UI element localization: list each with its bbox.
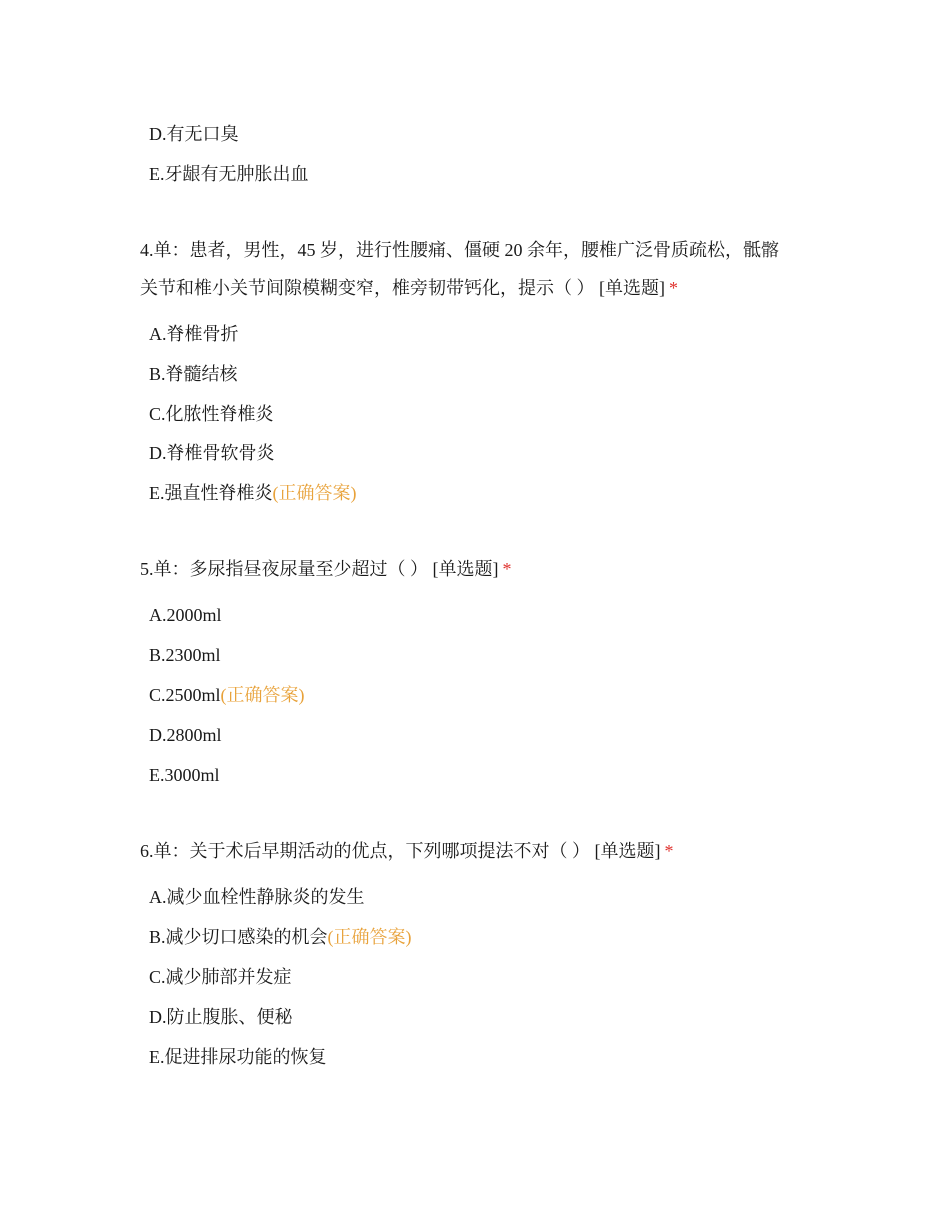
question-5-option-e bbox=[149, 763, 220, 787]
option-text: C.减少肺部并发症 bbox=[149, 967, 292, 987]
correct-answer-tag: (正确答案) bbox=[272, 483, 357, 503]
option-text: D.2800ml bbox=[149, 725, 222, 745]
question-6-option-b bbox=[149, 925, 412, 949]
option-item bbox=[149, 162, 309, 186]
question-5-option-a bbox=[149, 603, 222, 627]
question-6-option-c bbox=[149, 965, 292, 989]
question-6-option-e bbox=[149, 1045, 327, 1069]
question-4-option-c bbox=[149, 402, 274, 426]
question-5-line-1-text: 5.单：多尿指昼夜尿量至少超过（ ） [单选题] bbox=[140, 559, 499, 579]
option-text: D.防止腹胀、便秘 bbox=[149, 1007, 293, 1027]
question-6-line-1-text: 6.单：关于术后早期活动的优点，下列哪项提法不对（ ） [单选题] bbox=[140, 841, 661, 861]
question-4-stem bbox=[140, 231, 820, 307]
option-text: B.2300ml bbox=[149, 645, 221, 665]
option-text: C.2500ml bbox=[149, 685, 221, 705]
option-text: B.减少切口感染的机会 bbox=[149, 927, 328, 947]
question-5-option-b bbox=[149, 643, 221, 667]
question-6-option-a bbox=[149, 885, 365, 909]
question-4-option-d bbox=[149, 441, 275, 465]
question-4-option-a bbox=[149, 322, 239, 346]
required-mark: * bbox=[502, 559, 512, 579]
option-text: D.脊椎骨软骨炎 bbox=[149, 443, 275, 463]
option-item bbox=[149, 122, 239, 146]
required-mark: * bbox=[669, 278, 678, 298]
question-4-option-e bbox=[149, 481, 357, 505]
option-text: A.2000ml bbox=[149, 605, 222, 625]
question-4-line-2 bbox=[140, 269, 820, 307]
question-5-line-1 bbox=[140, 550, 820, 588]
question-5-option-c bbox=[149, 683, 305, 707]
question-6-option-d bbox=[149, 1005, 293, 1029]
option-text: C.化脓性脊椎炎 bbox=[149, 404, 274, 424]
question-4-line-2-text: 关节和椎小关节间隙模糊变窄，椎旁韧带钙化，提示（ ） [单选题] bbox=[140, 278, 665, 298]
option-text: A.减少血栓性静脉炎的发生 bbox=[149, 887, 365, 907]
required-mark: * bbox=[664, 841, 674, 861]
correct-answer-tag: (正确答案) bbox=[327, 927, 412, 947]
question-5-stem bbox=[140, 550, 820, 588]
correct-answer-tag: (正确答案) bbox=[220, 685, 305, 705]
option-text: E.3000ml bbox=[149, 765, 220, 785]
question-4-line-1: 4.单：患者，男性，45 岁，进行性腰痛、僵硬 20 余年，腰椎广泛骨质疏松，骶髂 bbox=[140, 240, 779, 260]
option-text: E.促进排尿功能的恢复 bbox=[149, 1047, 327, 1067]
question-5-option-d bbox=[149, 723, 222, 747]
question-6-stem bbox=[140, 832, 820, 870]
question-6-line-1 bbox=[140, 832, 820, 870]
option-text: B.脊髓结核 bbox=[149, 364, 238, 384]
option-text: A.脊椎骨折 bbox=[149, 324, 239, 344]
option-text: E.强直性脊椎炎 bbox=[149, 483, 273, 503]
option-text: D.有无口臭 bbox=[149, 124, 239, 144]
option-text: E.牙龈有无肿胀出血 bbox=[149, 164, 309, 184]
question-4-option-b bbox=[149, 362, 238, 386]
